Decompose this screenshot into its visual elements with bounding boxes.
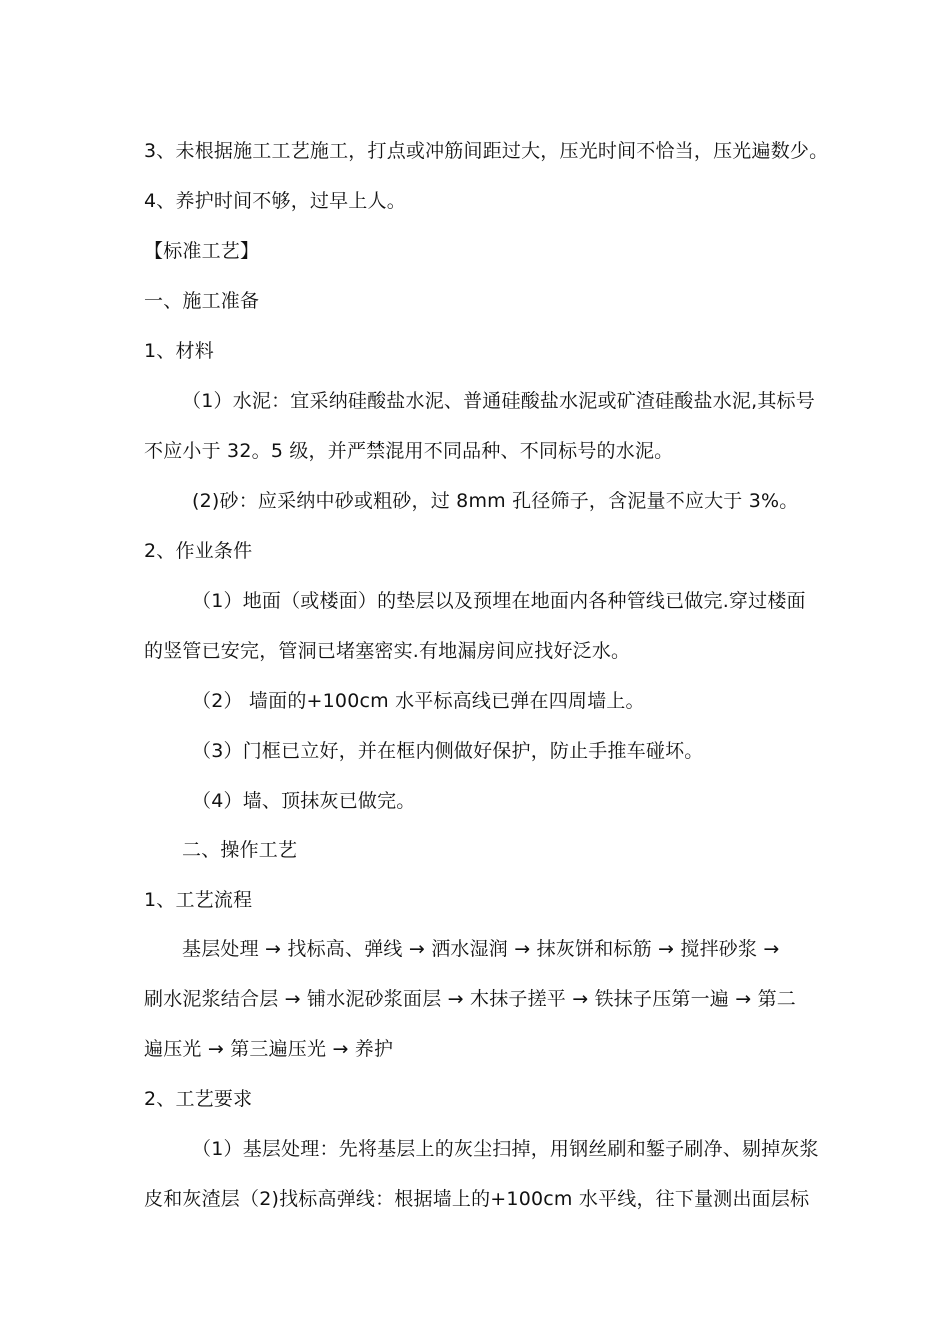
subheading-conditions: 2、作业条件 (144, 540, 253, 562)
subheading-process-flow: 1、工艺流程 (144, 889, 253, 911)
section-heading-preparation: 一、施工准备 (144, 290, 260, 312)
subheading-materials: 1、材料 (144, 340, 214, 362)
text-line-cement-cont: 不应小于 32。5 级，并严禁混用不同品种、不同标号的水泥。 (144, 440, 674, 462)
text-line-flow-2: 刷水泥浆结合层 → 铺水泥砂浆面层 → 木抹子搓平 → 铁抹子压第一遍 → 第二 (144, 988, 796, 1010)
subheading-requirements: 2、工艺要求 (144, 1088, 253, 1110)
text-line-condition-1: （1）地面（或楼面）的垫层以及预埋在地面内各种管线已做完.穿过楼面 (192, 590, 806, 612)
section-heading-operation: 二、操作工艺 (182, 839, 298, 861)
text-line-flow-1: 基层处理 → 找标高、弹线 → 洒水湿润 → 抹灰饼和标筋 → 搅拌砂浆 → (182, 938, 780, 960)
text-line-2: 4、养护时间不够，过早上人。 (144, 190, 406, 212)
text-line-condition-4: （4）墙、顶抹灰已做完。 (192, 790, 416, 812)
text-line-requirement-1-cont: 皮和灰渣层（2)找标高弹线：根据墙上的+100cm 水平线，往下量测出面层标 (144, 1188, 810, 1210)
text-line-requirement-1: （1）基层处理：先将基层上的灰尘扫掉，用钢丝刷和錾子刷净、剔掉灰浆 (192, 1138, 819, 1160)
text-line-sand: (2)砂：应采纳中砂或粗砂，过 8mm 孔径筛子，含泥量不应大于 3%。 (192, 490, 799, 512)
text-line-condition-1-cont: 的竖管已安完，管洞已堵塞密实.有地漏房间应找好泛水。 (144, 640, 631, 662)
text-line-flow-3: 遍压光 → 第三遍压光 → 养护 (144, 1038, 394, 1060)
text-line-condition-3: （3）门框已立好，并在框内侧做好保护，防止手推车碰坏。 (192, 740, 704, 762)
text-line-cement: （1）水泥：宜采纳硅酸盐水泥、普通硅酸盐水泥或矿渣硅酸盐水泥,其标号 (182, 390, 815, 412)
text-line-condition-2: （2） 墙面的+100cm 水平标高线已弹在四周墙上。 (192, 690, 645, 712)
section-heading-standard-process: 【标准工艺】 (144, 240, 260, 262)
text-line-1: 3、未根据施工工艺施工，打点或冲筋间距过大，压光时间不恰当，压光遍数少。 (144, 140, 829, 162)
